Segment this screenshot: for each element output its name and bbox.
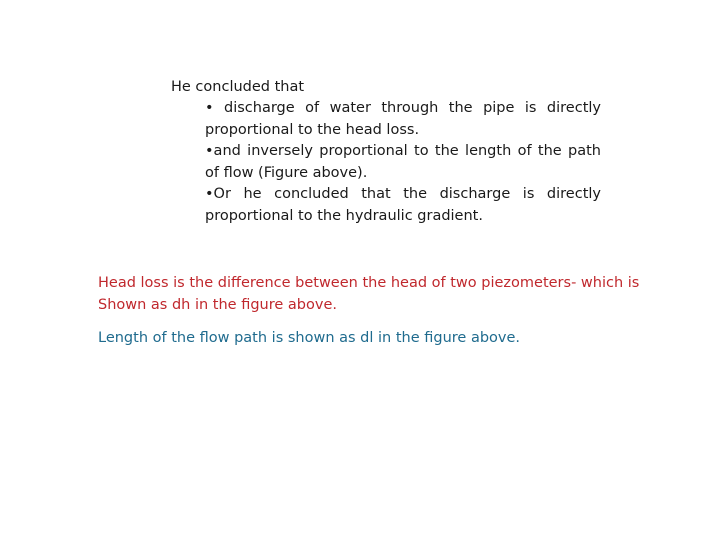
bullet-list	[205, 98, 601, 227]
bullet-hydraulic-gradient: •Or he concluded that the discharge is directly proportional to the hydraulic gradient.	[205, 186, 601, 224]
bullet-discharge-proportional: • discharge of water through the pipe is directly proportional to the head loss.	[205, 100, 601, 138]
head-loss-note: Head loss is the difference between the head of two piezometers- which is Shown as dh in the figure above.	[98, 275, 640, 313]
intro-text: He concluded that	[171, 79, 305, 95]
bullet-inversely-proportional: •and inversely proportional to the length of the path of flow (Figure above).	[205, 143, 601, 181]
flow-path-note: Length of the flow path is shown as dl in the figure above.	[98, 330, 521, 346]
